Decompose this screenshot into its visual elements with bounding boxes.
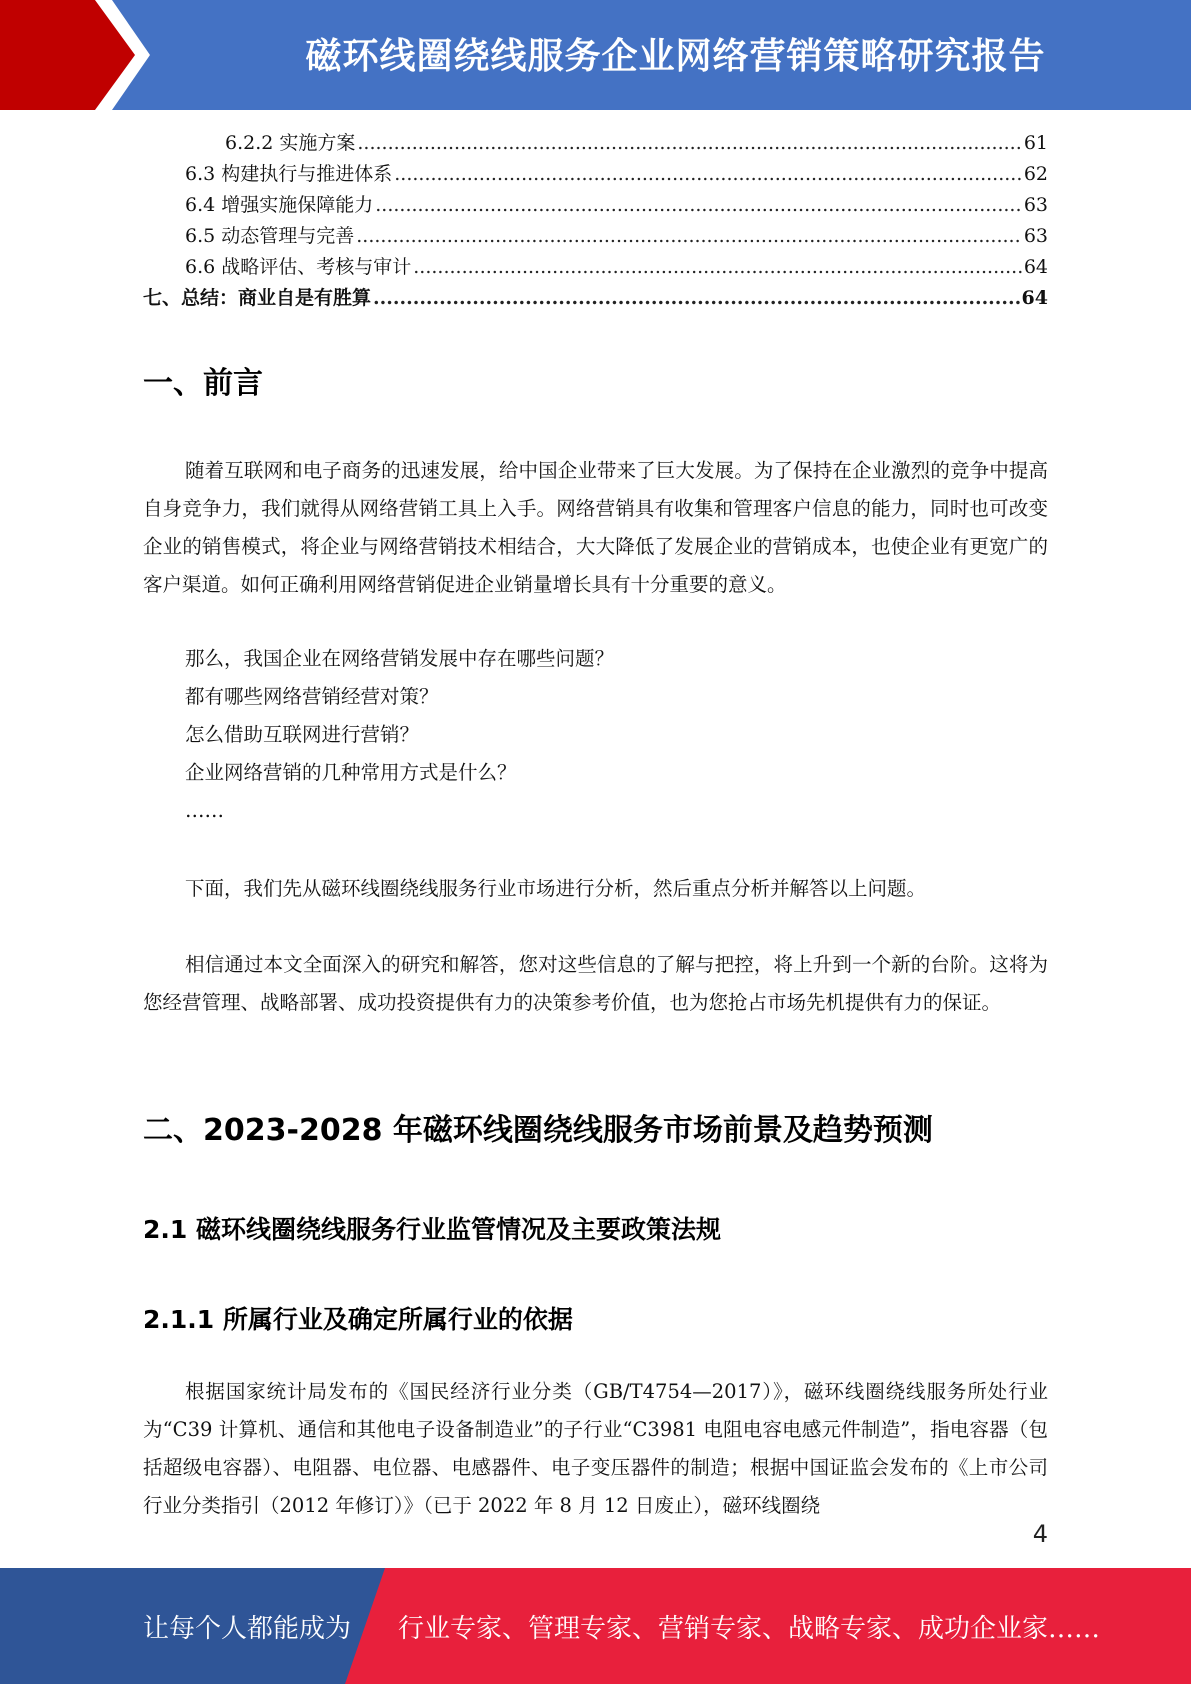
question-list bbox=[185, 640, 614, 830]
section-heading-forecast: 二、2023-2028 年磁环线圈绕线服务市场前景及趋势预测 bbox=[143, 1113, 933, 1148]
toc-leader-dots bbox=[413, 256, 1022, 278]
toc-entry-label: 七、总结：商业自是有胜算 bbox=[143, 287, 372, 309]
question-item: 那么，我国企业在网络营销发展中存在哪些问题？ bbox=[185, 647, 615, 670]
toc-entry[interactable] bbox=[143, 128, 1048, 159]
question-item: …… bbox=[185, 799, 224, 822]
toc-leader-dots bbox=[373, 287, 1020, 309]
toc-leader-dots bbox=[375, 194, 1022, 216]
toc-entry-label: 6.4 增强实施保障能力 bbox=[185, 194, 374, 216]
paragraph-analysis-intro: 下面，我们先从磁环线圈绕线服务行业市场进行分析，然后重点分析并解答以上问题。 bbox=[185, 877, 927, 900]
toc-entry[interactable] bbox=[143, 190, 1048, 221]
toc-entry-page: 61 bbox=[1023, 132, 1048, 154]
toc-entry[interactable] bbox=[143, 252, 1048, 283]
question-item: 都有哪些网络营销经营对策？ bbox=[185, 685, 439, 708]
toc-entry-page: 62 bbox=[1023, 163, 1048, 185]
header-banner bbox=[0, 0, 1191, 110]
toc-entry-page: 63 bbox=[1023, 225, 1048, 247]
toc-entry-label: 6.5 动态管理与完善 bbox=[185, 225, 355, 247]
paragraph-value: 相信通过本文全面深入的研究和解答，您对这些信息的了解与把控，将上升到一个新的台阶。这将为您经营管理、战略部署、成功投资提供有力的决策参考价值，也为您抢占市场先机提供有力的保证。 bbox=[143, 953, 1048, 1014]
paragraph-industry-classification: 根据国家统计局发布的《国民经济行业分类（GB/T4754—2017）》，磁环线圈绕线服务所处行业为“C39 计算机、通信和其他电子设备制造业”的子行业“C3981 电阻电容电感元件制造”，指电容器（包括超级电容器）、电阻器、电位器、电感器件、电子变压器件的制造；根据中国证监会发布的《上市公司行业分类指引（2012 年修订）》（已于 2022 年 8 月 12 日废止），磁环线圈绕 bbox=[143, 1380, 1048, 1517]
toc-leader-dots bbox=[357, 132, 1021, 154]
toc-entry-label: 6.3 构建执行与推进体系 bbox=[185, 163, 393, 185]
toc-entry-page: 64 bbox=[1023, 256, 1048, 278]
question-item: 企业网络营销的几种常用方式是什么？ bbox=[185, 761, 517, 784]
paragraph-intro: 随着互联网和电子商务的迅速发展，给中国企业带来了巨大发展。为了保持在企业激烈的竞争中提高自身竞争力，我们就得从网络营销工具上入手。网络营销具有收集和管理客户信息的能力，同时也可改变企业的销售模式，将企业与网络营销技术相结合，大大降低了发展企业的营销成本，也使企业有更宽广的客户渠道。如何正确利用网络营销促进企业销量增长具有十分重要的意义。 bbox=[143, 459, 1048, 596]
footer-slogan-right: 行业专家、管理专家、营销专家、战略专家、成功企业家…… bbox=[398, 1614, 1101, 1644]
footer-slogan-left: 让每个人都能成为 bbox=[143, 1614, 352, 1644]
subsection-heading-regulation: 2.1 磁环线圈绕线服务行业监管情况及主要政策法规 bbox=[143, 1215, 721, 1244]
toc-entry-page: 63 bbox=[1023, 194, 1048, 216]
table-of-contents bbox=[143, 128, 1048, 314]
question-item: 怎么借助互联网进行营销？ bbox=[185, 723, 420, 746]
toc-entry-label: 6.6 战略评估、考核与审计 bbox=[185, 256, 412, 278]
toc-entry-page: 64 bbox=[1021, 287, 1048, 309]
toc-leader-dots bbox=[394, 163, 1022, 185]
subsection-heading-industry-basis: 2.1.1 所属行业及确定所属行业的依据 bbox=[143, 1305, 573, 1334]
page-number: 4 bbox=[1032, 1520, 1048, 1548]
document-title: 磁环线圈绕线服务企业网络营销策略研究报告 bbox=[305, 36, 1046, 77]
section-heading-preface: 一、前言 bbox=[143, 366, 263, 401]
toc-entry[interactable] bbox=[143, 159, 1048, 190]
toc-entry-label: 6.2.2 实施方案 bbox=[225, 132, 356, 154]
toc-leader-dots bbox=[356, 225, 1022, 247]
toc-entry[interactable] bbox=[143, 283, 1048, 314]
toc-entry[interactable] bbox=[143, 221, 1048, 252]
footer-banner bbox=[0, 1568, 1191, 1684]
